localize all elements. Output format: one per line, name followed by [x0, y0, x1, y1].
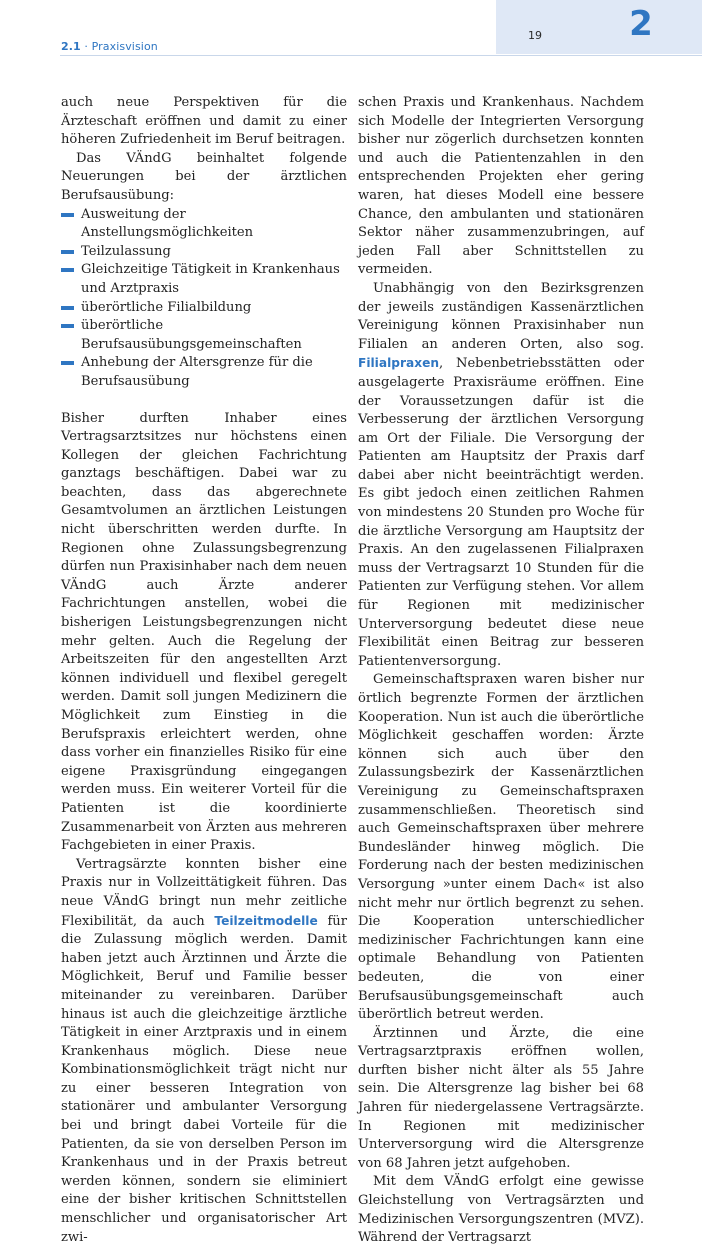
- paragraph: Vertragsärzte konnten bisher eine Praxis nur in Vollzeittätigkeit führen. Das neue VÄndG bringt nun mehr zeitliche Flexibilität, da auch Teilzeitmodelle für die Zulassung möglich werden. Damit haben jetzt auch Ärztinnen und Ärzte die Möglichkeit, Beruf und Familie besser miteinander zu vereinbaren. Darüber hinaus ist auch die gleichzeitige ärztliche Tätigkeit in einer Arztpraxis und in einem Krankenhaus möglich. Diese neue Kombinationsmöglichkeit trägt nicht nur zu einer besseren Integration von stationärer und ambulanter Versorgung bei und bringt dabei Vorteile für die Patienten, da sie von derselben Person im Krankenhaus und in der Praxis betreut werden können, sondern sie eliminiert eine der bisher kritischen Schnittstellen menschlicher und organisatorischer Art zwi-: [61, 856, 348, 1245]
- key-term: Filialpraxen: [358, 356, 440, 371]
- paragraph: Ärztinnen und Ärzte, die eine Vertragsarztpraxis eröffnen wollen, durften bisher nicht älter als 55 Jahre sein. Die Altersgrenze lag bisher bei 68 Jahren für niedergelassene Vertragsärzte. In Regionen mit medizinischer Unterversorgung wird die Altersgrenze von 68 Jahren jetzt aufgehoben.: [358, 1025, 644, 1171]
- list-item: Anhebung der Altersgrenze für die Berufsausübung: [61, 354, 347, 391]
- list-item: überörtliche Berufsausübungsgemeinschaften: [61, 317, 347, 354]
- section-title: Praxisvision: [91, 40, 158, 53]
- chapter-tab: [496, 0, 702, 54]
- list-item: Teilzulassung: [61, 243, 347, 262]
- paragraph: auch neue Perspektiven für die Ärzteschaft eröffnen und damit zu einer höheren Zufriedenheit im Beruf beitragen.: [61, 95, 347, 148]
- chapter-number: 2: [629, 4, 653, 44]
- running-head: 2.1 · Praxisvision: [61, 40, 158, 53]
- innovations-list: [61, 206, 347, 392]
- section-number: 2.1: [61, 40, 81, 53]
- page-number: 19: [528, 29, 542, 42]
- key-term: Teilzeitmodelle: [214, 913, 318, 928]
- paragraph: schen Praxis und Krankenhaus. Nachdem sich Modelle der Integrierten Versorgung bisher nur zögerlich durchsetzen konnten und auch die Patientenzahlen in den entsprechenden Projekten eher gering waren, hat dieses Modell eine bessere Chance, den ambulanten und stationären Sektor näher zusammenzubringen, auf jeden Fall aber Schnittstellen zu vermeiden.: [358, 95, 644, 278]
- paragraph: Gemeinschaftspraxen waren bisher nur örtlich begrenzte Formen der ärztlichen Kooperation. Nun ist auch die überörtliche Möglichkeit geschaffen worden: Ärzte können sich auch über den Zulassungsbezirk der Kassenärztlichen Vereinigung zu Gemeinschaftspraxen zusammenschließen. Theoretisch sind auch Gemeinschaftspraxen über mehrere Bundesländer hinweg möglich. Die Forderung nach der besten medizinischen Versorgung »unter einem Dach« ist also nicht mehr nur örtlich begrenzt zu sehen. Die Kooperation unterschiedlicher medizinischer Fachrichtungen kann eine optimale Behandlung von Patienten bedeuten, die von einer Berufsausübungsgemeinschaft auch überörtlich betreut werden.: [358, 672, 644, 1023]
- right-column: [358, 94, 644, 1248]
- page-header: [0, 0, 702, 56]
- list-item: Ausweitung der Anstellungsmöglichkeiten: [61, 206, 347, 243]
- paragraph: Unabhängig von den Bezirksgrenzen der jeweils zuständigen Kassenärztlichen Vereinigung können Praxisinhaber nun Filialen an anderen Orten, also sog. Filialpraxen, Nebenbetriebsstätten oder ausgelagerte Praxisräume eröffnen. Eine der Voraussetzungen dafür ist die Verbesserung der ärztlichen Versorgung am Ort der Filiale. Die Versorgung der Patienten am Hauptsitz der Praxis darf dabei aber nicht beeinträchtigt werden. Es gibt jedoch einen zeitlichen Rahmen von mindestens 20 Stunden pro Woche für die ärztliche Versorgung am Hauptsitz der Praxis. An den zugelassenen Filialpraxen muss der Vertragsarzt 10 Stunden für die Patienten zur Verfügung stehen. Vor allem für Regionen mit medizinischer Unterversorgung bedeutet diese neue Flexibilität einen Beitrag zur besseren Patientenversorgung.: [358, 280, 644, 669]
- left-column: [61, 94, 347, 1247]
- paragraph: Mit dem VÄndG erfolgt eine gewisse Gleichstellung von Vertragsärzten und Medizinischen Versorgungszentren (MVZ). Während der Vertragsarzt: [358, 1174, 644, 1246]
- list-item: Gleichzeitige Tätigkeit in Krankenhaus und Arztpraxis: [61, 261, 347, 298]
- list-item: überörtliche Filialbildung: [61, 299, 347, 318]
- paragraph: Das VÄndG beinhaltet folgende Neuerungen bei der ärztlichen Berufsausübung:: [61, 150, 347, 203]
- paragraph: Bisher durften Inhaber eines Vertragsarztsitzes nur höchstens einen Kollegen der gleichen Fachrichtung ganztags beschäftigen. Dabei war zu beachten, dass das abgerechnete Gesamtvolumen an ärztlichen Leistungen nicht überschritten werden durfte. In Regionen ohne Zulassungsbegrenzung dürfen nun Praxisinhaber nach dem neuen VÄndG auch Ärzte anderer Fachrichtungen anstellen, wobei die bisherigen Leistungsbegrenzungen nicht mehr gelten. Auch die Regelung der Arbeitszeiten für den angestellten Arzt können individuell und flexibel geregelt werden. Damit soll jungen Medizinern die Möglichkeit zum Einstieg in die Berufspraxis erleichtert werden, ohne dass vorher ein finanzielles Risiko für eine eigene Praxisgründung eingegangen werden muss. Ein weiterer Vorteil für die Patienten ist die koordinierte Zusammenarbeit von Ärzten aus mehreren Fachgebieten in einer Praxis.: [61, 410, 347, 854]
- header-rule: [60, 55, 702, 56]
